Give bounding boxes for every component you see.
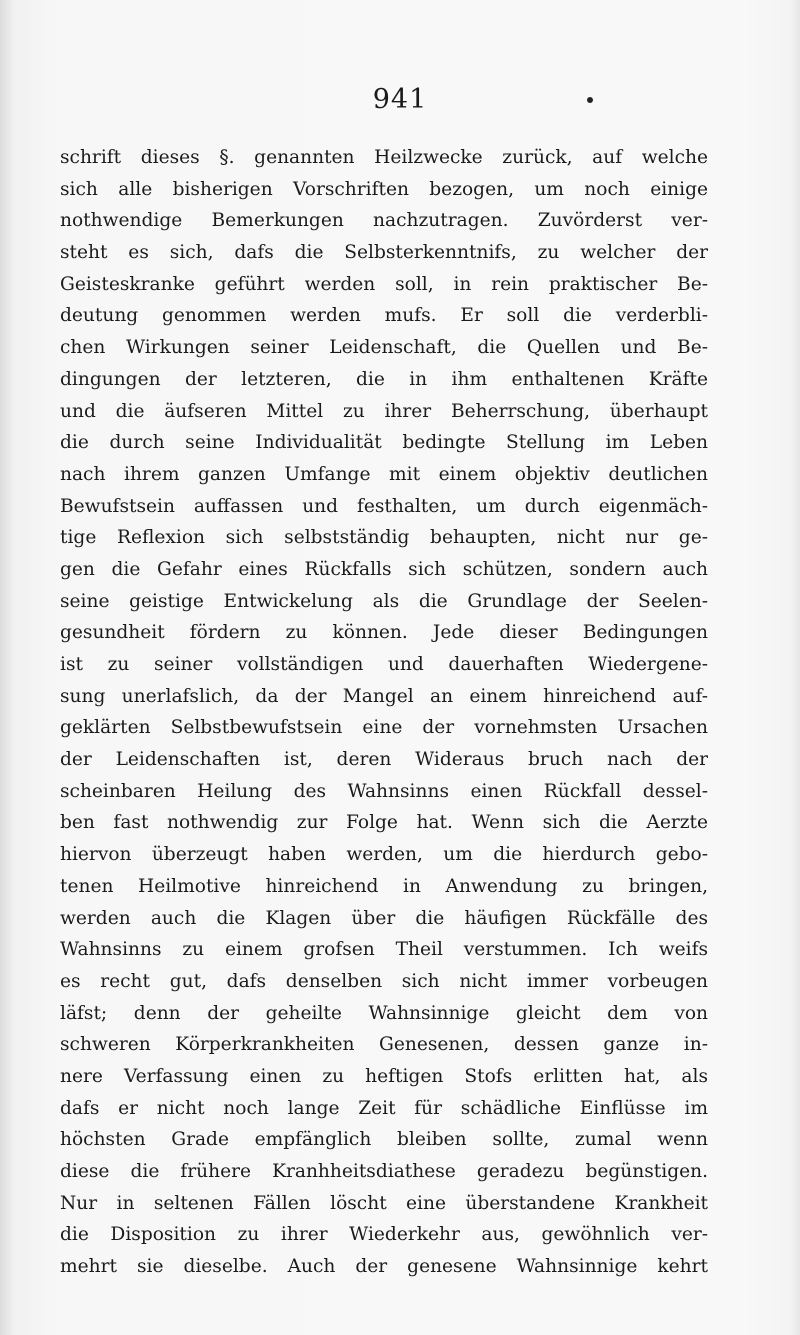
text-line: der Leidenschaften ist, deren Wideraus bruch nach der <box>60 749 708 771</box>
text-line: dafs er nicht noch lange Zeit für schädliche Einflüsse im <box>60 1097 708 1119</box>
ink-mark <box>587 97 593 103</box>
text-line: es recht gut, dafs denselben sich nicht immer vorbeugen <box>60 970 708 992</box>
text-line: die Disposition zu ihrer Wiederkehr aus, gewöhnlich ver- <box>60 1224 708 1246</box>
text-line: scheinbaren Heilung des Wahnsinns einen Rückfall dessel- <box>60 780 708 802</box>
text-line: Nur in seltenen Fällen löscht eine überstandene Krankheit <box>60 1192 708 1214</box>
text-line: tenen Heilmotive hinreichend in Anwendung zu bringen, <box>60 875 708 897</box>
body-text <box>60 142 708 1283</box>
text-line: nere Verfassung einen zu heftigen Stofs erlitten hat, als <box>60 1065 708 1087</box>
text-line: die durch seine Individualität bedingte Stellung im Leben <box>60 432 708 454</box>
text-line: Geisteskranke geführt werden soll, in rein praktischer Be- <box>60 273 708 295</box>
text-line: steht es sich, dafs die Selbsterkenntnifs, zu welcher der <box>60 242 708 264</box>
text-line: Wahnsinns zu einem grofsen Theil verstummen. Ich weifs <box>60 939 708 961</box>
text-line: deutung genommen werden mufs. Er soll die verderbli- <box>60 305 708 327</box>
text-line: seine geistige Entwickelung als die Grundlage der Seelen- <box>60 590 708 612</box>
text-line: sung unerlafslich, da der Mangel an einem hinreichend auf- <box>60 685 708 707</box>
text-line: hiervon überzeugt haben werden, um die hierdurch gebo- <box>60 844 708 866</box>
text-line: gesundheit fördern zu können. Jede dieser Bedingungen <box>60 622 708 644</box>
text-line: nothwendige Bemerkungen nachzutragen. Zuvörderst ver- <box>60 210 708 232</box>
text-line: höchsten Grade empfänglich bleiben sollte, zumal wenn <box>60 1129 708 1151</box>
text-line: läfst; denn der geheilte Wahnsinnige gleicht dem von <box>60 1002 708 1024</box>
text-line: ben fast nothwendig zur Folge hat. Wenn sich die Aerzte <box>60 812 708 834</box>
text-line: diese die frühere Kranhheitsdiathese geradezu begünstigen. <box>60 1161 708 1182</box>
text-line: dingungen der letzteren, die in ihm enthaltenen Kräfte <box>60 368 708 390</box>
text-line: gen die Gefahr eines Rückfalls sich schützen, sondern auch <box>60 558 708 580</box>
text-line: Bewufstsein auffassen und festhalten, um durch eigenmäch- <box>60 495 708 517</box>
text-line: geklärten Selbstbewufstsein eine der vornehmsten Ursachen <box>60 717 708 739</box>
text-line: sich alle bisherigen Vorschriften bezogen, um noch einige <box>60 178 708 200</box>
text-line: mehrt sie dieselbe. Auch der genesene Wahnsinnige kehrt <box>60 1256 708 1278</box>
text-line: chen Wirkungen seiner Leidenschaft, die Quellen und Be- <box>60 337 708 359</box>
text-line: und die äufseren Mittel zu ihrer Beherrschung, überhaupt <box>60 400 708 422</box>
text-line: werden auch die Klagen über die häufigen Rückfälle des <box>60 907 708 929</box>
text-line: nach ihrem ganzen Umfange mit einem objektiv deutlichen <box>60 463 708 485</box>
text-line: schweren Körperkrankheiten Genesenen, dessen ganze in- <box>60 1034 708 1056</box>
text-line: schrift dieses §. genannten Heilzwecke zurück, auf welche <box>60 147 708 168</box>
page-number: 941 <box>372 84 428 115</box>
text-line: ist zu seiner vollständigen und dauerhaften Wiedergene- <box>60 654 708 675</box>
text-line: tige Reflexion sich selbstständig behaupten, nicht nur ge- <box>60 527 708 549</box>
